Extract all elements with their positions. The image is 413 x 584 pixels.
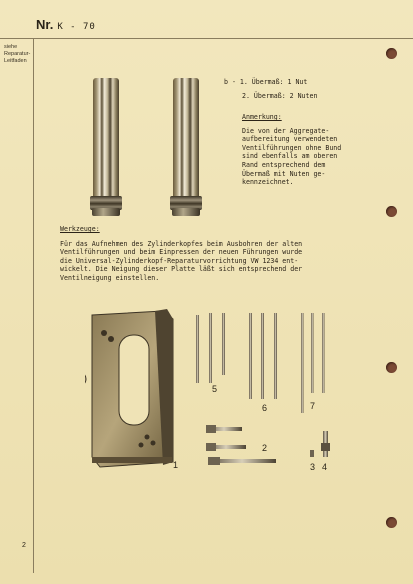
figure-label-7: 7 xyxy=(310,401,316,411)
remark-line: sind ebenfalls am oberen xyxy=(242,152,338,161)
oversize-line-2: 2. Übermaß: 2 Nuten xyxy=(242,91,318,100)
tools-line: die Universal-Zylinderkopf-Reparaturvorrichtung VW 1234 ent- xyxy=(60,256,299,265)
margin-note xyxy=(4,44,30,65)
tools-photo xyxy=(85,307,400,482)
tools-line: Für das Aufnehmen des Zylinderkopfes beim Ausbohren der alten xyxy=(60,239,303,248)
margin-rule xyxy=(33,38,34,573)
number-code: K - 70 xyxy=(57,22,96,32)
figure-label-5: 5 xyxy=(212,384,218,394)
small-parts xyxy=(310,431,330,457)
margin-note-line: siehe xyxy=(4,44,18,50)
drill-bits xyxy=(196,313,225,383)
tools-section xyxy=(60,225,302,283)
binder-hole xyxy=(386,48,397,59)
remark-line: Übermaß mit Nuten ge- xyxy=(242,169,326,178)
remark-line: Ventilführungen ohne Bund xyxy=(242,143,342,152)
number-prefix: Nr. xyxy=(36,17,54,32)
tools-line: wickelt. Die Neigung dieser Platte läßt sich entsprechend der xyxy=(60,265,303,274)
margin-note-line: Reparatur- xyxy=(4,51,31,57)
margin-note-line: Leitfaden xyxy=(4,58,27,64)
tools-line: Ventilführungen und beim Einpressen der neuen Führungen wurde xyxy=(60,248,303,257)
remark-line: Die von der Aggregate- xyxy=(242,126,330,135)
binder-hole xyxy=(386,206,397,217)
remark-block xyxy=(242,113,341,187)
document-number xyxy=(36,17,96,32)
figure-label-3: 3 xyxy=(310,462,316,472)
tools-line: Ventilneigung einstellen. xyxy=(60,273,160,282)
tools-title: Werkzeuge: xyxy=(60,225,100,233)
page-number: 2 xyxy=(22,542,26,549)
figure-label-4: 4 xyxy=(322,462,328,472)
remark-title: Anmerkung: xyxy=(242,113,282,121)
figure-label-2: 2 xyxy=(262,443,268,453)
cylinder-head-fixture xyxy=(85,309,173,467)
header-rule xyxy=(0,38,413,39)
reamers xyxy=(249,313,277,399)
valve-guide-two-grooves-image xyxy=(173,78,199,220)
oversize-line-1: b - 1. Übermaß: 1 Nut xyxy=(224,78,308,86)
figure-label-1: 1 xyxy=(173,460,179,470)
remark-line: Rand entsprechend dem xyxy=(242,160,326,169)
binder-hole xyxy=(386,517,397,528)
oversize-list xyxy=(224,78,317,100)
figure-label-6: 6 xyxy=(262,403,268,413)
remark-line: kennzeichnet. xyxy=(242,178,294,187)
remark-line: aufbereitung verwendeten xyxy=(242,135,338,144)
guide-reamers xyxy=(301,313,325,413)
valve-guide-one-groove-image xyxy=(93,78,119,220)
